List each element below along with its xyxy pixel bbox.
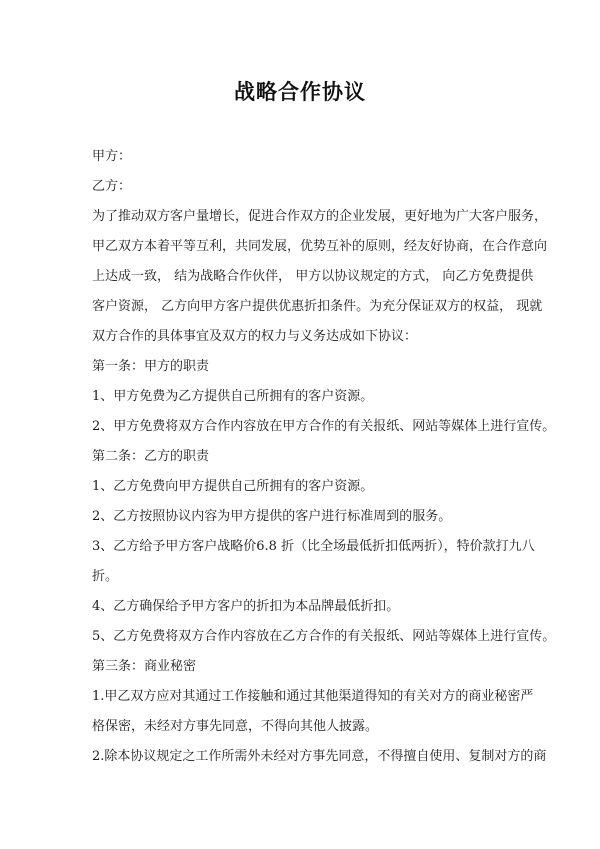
article-3-item-1-cont: 格保密，未经对方事先同意，不得向其他人披露。 (92, 719, 379, 734)
party-b-line: 乙方： (92, 179, 132, 194)
article-2-item-5: 5、乙方免费将双方合作内容放在乙方合作的有关报纸、网站等媒体上进行宣传。 (92, 629, 556, 644)
preamble-line-2: 甲乙双方本着平等互利，共同发展，优势互补的原则，经友好协商，在合作意向 (92, 239, 548, 254)
document-body (92, 142, 556, 772)
article-1-item-1: 1、甲方免费为乙方提供自己所拥有的客户资源。 (92, 389, 374, 404)
article-1-item-2: 2、甲方免费将双方合作内容放在甲方合作的有关报纸、网站等媒体上进行宣传。 (92, 419, 556, 434)
article-3-item-1: 1.甲乙双方应对其通过工作接触和通过其他渠道得知的有关对方的商业秘密严 (92, 689, 534, 704)
preamble-line-5: 双方合作的具体事宜及双方的权力与义务达成如下协议： (92, 329, 418, 344)
article-3-heading: 第三条：商业秘密 (92, 659, 197, 674)
preamble-line-3: 上达成一致， 结为战略合作伙伴， 甲方以协议规定的方式， 向乙方免费提供 (92, 269, 534, 284)
article-3-item-2: 2.除本协议规定之工作所需外未经对方事先同意，不得擅自使用、复制对方的商 (92, 749, 547, 764)
article-2-item-4: 4、乙方确保给予甲方客户的折扣为本品牌最低折扣。 (92, 599, 400, 614)
article-2-item-3-cont: 折。 (92, 569, 119, 584)
article-2-heading: 第二条：乙方的职责 (92, 449, 210, 464)
party-a-line: 甲方： (92, 149, 132, 164)
article-1-heading: 第一条：甲方的职责 (92, 359, 210, 374)
article-2-item-3: 3、乙方给予甲方客户战略价6.8 折（比全场最低折扣低两折），特价款打九八 (92, 539, 535, 554)
article-2-item-2: 2、乙方按照协议内容为甲方提供的客户进行标准周到的服务。 (92, 509, 452, 524)
document-title: 战略合作协议 (234, 79, 366, 104)
preamble-line-4: 客户资源， 乙方向甲方客户提供优惠折扣条件。为充分保证双方的权益， 现就 (92, 299, 543, 314)
article-2-item-1: 1、乙方免费向甲方提供自己所拥有的客户资源。 (92, 479, 374, 494)
preamble-line-1: 为了推动双方客户量增长，促进合作双方的企业发展，更好地为广大客户服务， (92, 209, 548, 224)
